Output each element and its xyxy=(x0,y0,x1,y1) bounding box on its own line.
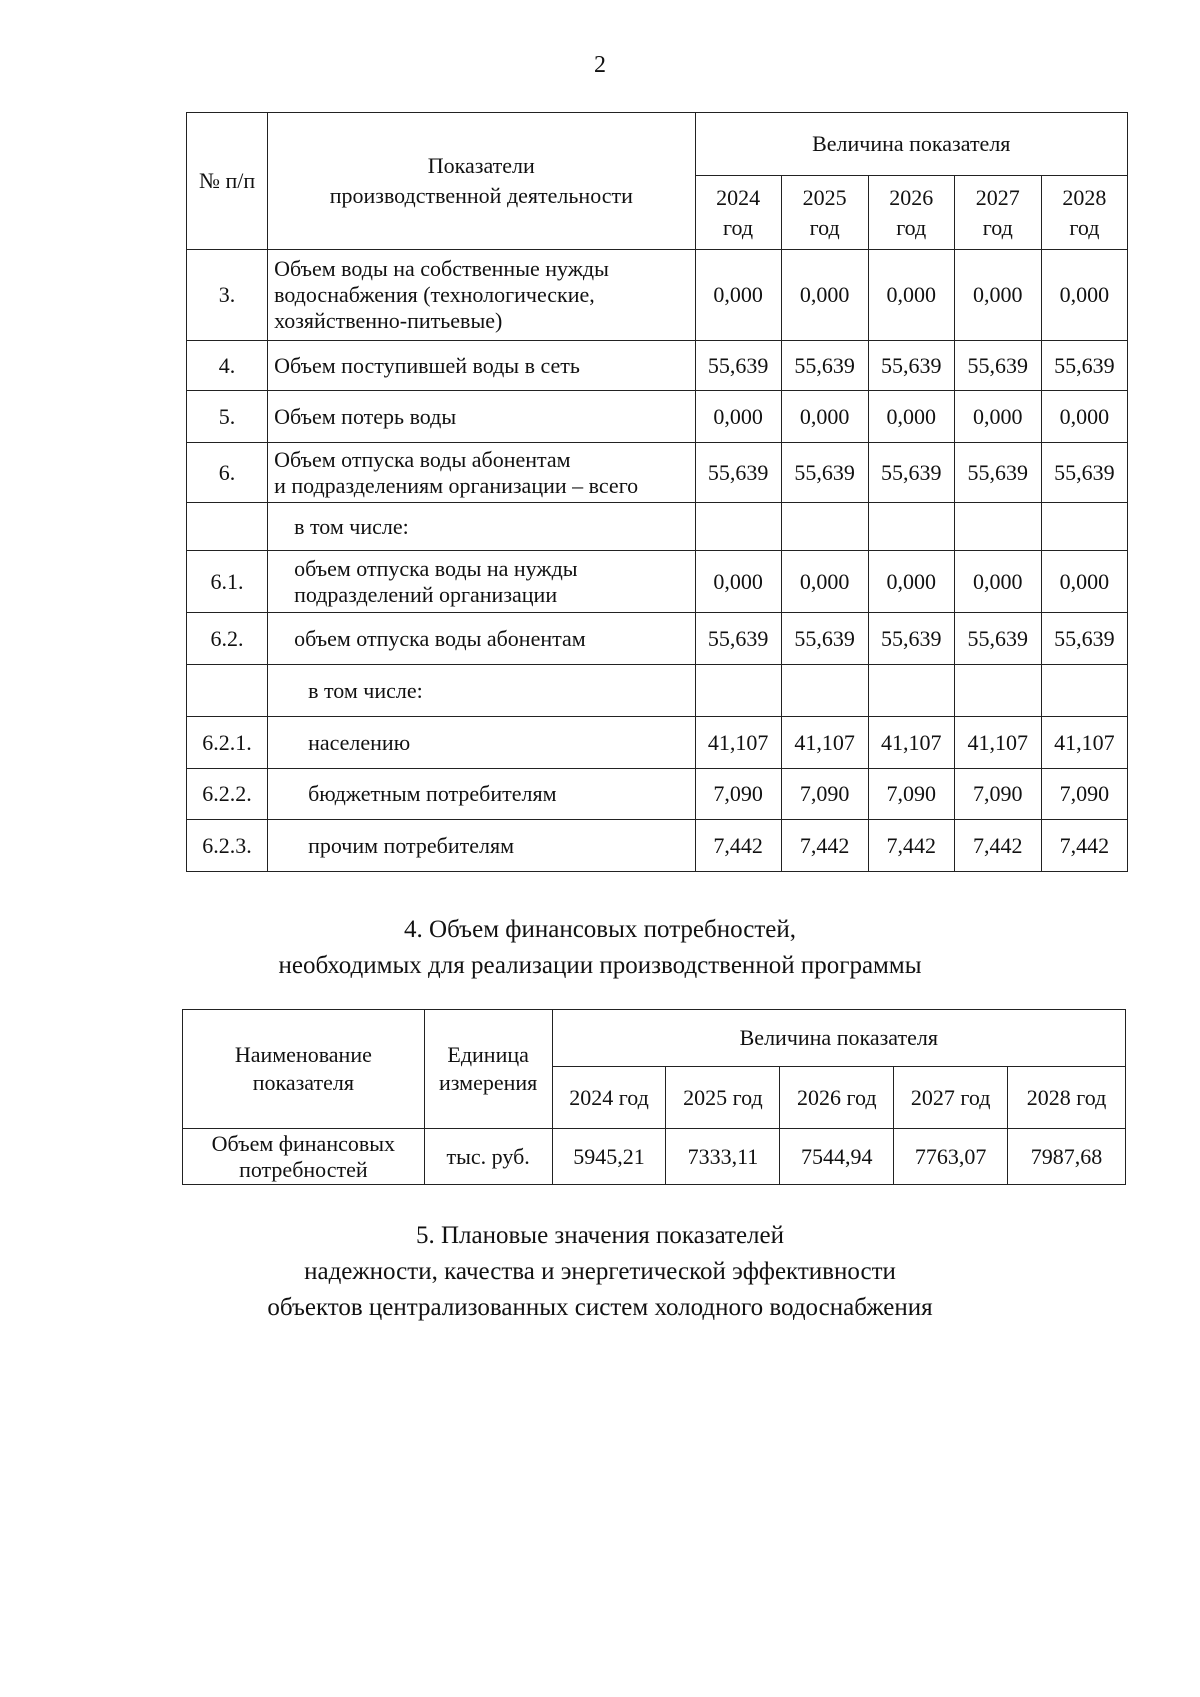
row-label-line: водоснабжения (технологические, xyxy=(274,282,595,307)
row-label xyxy=(268,250,695,341)
table-row xyxy=(187,443,1128,503)
row-number: 6.2.2. xyxy=(187,769,268,820)
row-value: 0,000 xyxy=(695,391,781,443)
production-indicators-table xyxy=(186,112,1128,872)
financial-needs-table xyxy=(182,1009,1126,1185)
row-value: 0,000 xyxy=(868,250,954,341)
row-label xyxy=(268,443,695,503)
fin-header-unit: Единица измерения xyxy=(424,1010,552,1129)
section-5-heading xyxy=(0,1218,1200,1326)
header-year: 2028 год xyxy=(1041,176,1127,250)
row-value: 7,090 xyxy=(868,769,954,820)
table-row xyxy=(187,503,1128,551)
row-label-line: хозяйственно-питьевые) xyxy=(274,308,503,333)
fin-header-value-group: Величина показателя xyxy=(552,1010,1125,1067)
row-value: 0,000 xyxy=(781,391,868,443)
row-value: 55,639 xyxy=(868,613,954,665)
row-value: 7,090 xyxy=(781,769,868,820)
row-value: 0,000 xyxy=(1041,551,1127,613)
row-number: 6.2.1. xyxy=(187,717,268,769)
section-5-line1: 5. Плановые значения показателей xyxy=(415,1222,785,1249)
section-4-line1: 4. Объем финансовых потребностей, xyxy=(404,916,796,943)
row-label-line: в том числе: xyxy=(294,513,409,539)
row-value: 0,000 xyxy=(1041,250,1127,341)
row-label xyxy=(268,551,695,613)
row-value: 0,000 xyxy=(954,551,1041,613)
row-value: 0,000 xyxy=(954,391,1041,443)
row-number: 4. xyxy=(187,341,268,391)
fin-row-value: 7987,68 xyxy=(1008,1129,1126,1185)
row-value: 7,442 xyxy=(954,820,1041,872)
row-number xyxy=(187,665,268,717)
header-indicator-line1: Показатели xyxy=(427,153,535,178)
header-year: 2025 год xyxy=(781,176,868,250)
row-value xyxy=(1041,665,1127,717)
fin-row-value: 7763,07 xyxy=(894,1129,1008,1185)
row-label xyxy=(268,717,695,769)
fin-header-year: 2028 год xyxy=(1008,1067,1126,1129)
header-year: 2026 год xyxy=(868,176,954,250)
header-row-1 xyxy=(187,113,1128,176)
row-value: 55,639 xyxy=(695,341,781,391)
section-5-line2: надежности, качества и энергетической эффективности xyxy=(304,1258,896,1285)
fin-header-year: 2025 год xyxy=(666,1067,780,1129)
row-value xyxy=(954,665,1041,717)
row-value xyxy=(781,503,868,551)
row-label-line: подразделений организации xyxy=(294,581,558,607)
row-label-line: Объем поступившей воды в сеть xyxy=(274,352,580,378)
row-number xyxy=(187,503,268,551)
row-label-line: и подразделениям организации – всего xyxy=(274,472,639,498)
row-value: 55,639 xyxy=(781,613,868,665)
row-value: 7,090 xyxy=(695,769,781,820)
row-value: 7,090 xyxy=(954,769,1041,820)
row-label xyxy=(268,391,695,443)
fin-header-year: 2026 год xyxy=(780,1067,894,1129)
row-value: 0,000 xyxy=(695,551,781,613)
row-value: 55,639 xyxy=(781,443,868,503)
page-number: 2 xyxy=(594,52,606,78)
fin-header-year: 2024 год xyxy=(552,1067,666,1129)
row-label-line: Объем отпуска воды абонентам xyxy=(274,446,571,472)
row-value: 55,639 xyxy=(954,341,1041,391)
fin-data-row xyxy=(183,1129,1126,1185)
row-number: 6.2. xyxy=(187,613,268,665)
row-value: 55,639 xyxy=(1041,613,1127,665)
fin-header-name: Наименование показателя xyxy=(183,1010,425,1129)
fin-row-value: 5945,21 xyxy=(552,1129,666,1185)
row-value: 55,639 xyxy=(695,443,781,503)
table-row xyxy=(187,769,1128,820)
table-row xyxy=(187,665,1128,717)
table-row xyxy=(187,391,1128,443)
row-value: 41,107 xyxy=(1041,717,1127,769)
row-label-line: Объем воды на собственные нужды xyxy=(274,256,609,281)
row-value: 55,639 xyxy=(868,341,954,391)
row-number: 3. xyxy=(187,250,268,341)
table-row xyxy=(187,717,1128,769)
fin-row-value: 7544,94 xyxy=(780,1129,894,1185)
row-value: 41,107 xyxy=(695,717,781,769)
row-number: 6.1. xyxy=(187,551,268,613)
fin-header-year: 2027 год xyxy=(894,1067,1008,1129)
row-value: 0,000 xyxy=(781,551,868,613)
row-value: 55,639 xyxy=(695,613,781,665)
row-label-line: в том числе: xyxy=(308,677,423,703)
row-value: 0,000 xyxy=(1041,391,1127,443)
row-number: 6. xyxy=(187,443,268,503)
table-row xyxy=(187,250,1128,341)
fin-row-value: 7333,11 xyxy=(666,1129,780,1185)
row-value: 55,639 xyxy=(954,443,1041,503)
row-value xyxy=(1041,503,1127,551)
table-row xyxy=(187,341,1128,391)
row-label xyxy=(268,341,695,391)
table-row xyxy=(187,613,1128,665)
row-label-line: объем отпуска воды абонентам xyxy=(294,625,586,651)
row-value: 0,000 xyxy=(954,250,1041,341)
row-value xyxy=(781,665,868,717)
row-label-line: прочим потребителям xyxy=(308,832,515,858)
row-value: 0,000 xyxy=(781,250,868,341)
fin-row-unit: тыс. руб. xyxy=(424,1129,552,1185)
header-indicator-line2: производственной деятельности xyxy=(329,183,633,208)
row-value: 41,107 xyxy=(781,717,868,769)
row-value: 7,442 xyxy=(868,820,954,872)
row-label-line: Объем потерь воды xyxy=(274,403,457,429)
row-value: 55,639 xyxy=(1041,341,1127,391)
row-label xyxy=(268,820,695,872)
row-value: 55,639 xyxy=(1041,443,1127,503)
row-value xyxy=(695,665,781,717)
row-value: 0,000 xyxy=(695,250,781,341)
row-label xyxy=(268,503,695,551)
row-label xyxy=(268,613,695,665)
row-value: 55,639 xyxy=(868,443,954,503)
row-value: 55,639 xyxy=(954,613,1041,665)
header-year: 2027 год xyxy=(954,176,1041,250)
production-indicators-body xyxy=(187,250,1128,872)
row-value xyxy=(868,503,954,551)
header-value-group: Величина показателя xyxy=(695,113,1127,176)
row-value xyxy=(954,503,1041,551)
row-number: 5. xyxy=(187,391,268,443)
row-value: 0,000 xyxy=(868,551,954,613)
row-value: 7,442 xyxy=(1041,820,1127,872)
row-value: 55,639 xyxy=(781,341,868,391)
table-row xyxy=(187,551,1128,613)
row-label-line: бюджетным потребителям xyxy=(308,781,557,806)
header-indicator xyxy=(268,113,695,250)
row-label-line: объем отпуска воды на нужды xyxy=(294,555,578,581)
row-value: 7,090 xyxy=(1041,769,1127,820)
fin-row-name: Объем финансовых потребностей xyxy=(183,1129,425,1185)
row-value: 0,000 xyxy=(868,391,954,443)
row-label xyxy=(268,665,695,717)
row-label xyxy=(268,769,695,820)
section-4-line2: необходимых для реализации производственной программы xyxy=(278,952,922,979)
row-label-line: населению xyxy=(308,729,411,755)
section-5-line3: объектов централизованных систем холодного водоснабжения xyxy=(267,1294,933,1321)
row-value: 7,442 xyxy=(695,820,781,872)
row-value: 41,107 xyxy=(868,717,954,769)
table-row xyxy=(187,820,1128,872)
row-value: 7,442 xyxy=(781,820,868,872)
row-value xyxy=(695,503,781,551)
fin-header-row-1 xyxy=(183,1010,1126,1067)
row-value xyxy=(868,665,954,717)
header-year: 2024 год xyxy=(695,176,781,250)
section-4-heading xyxy=(0,912,1200,984)
row-value: 41,107 xyxy=(954,717,1041,769)
header-num: № п/п xyxy=(187,113,268,250)
row-number: 6.2.3. xyxy=(187,820,268,872)
